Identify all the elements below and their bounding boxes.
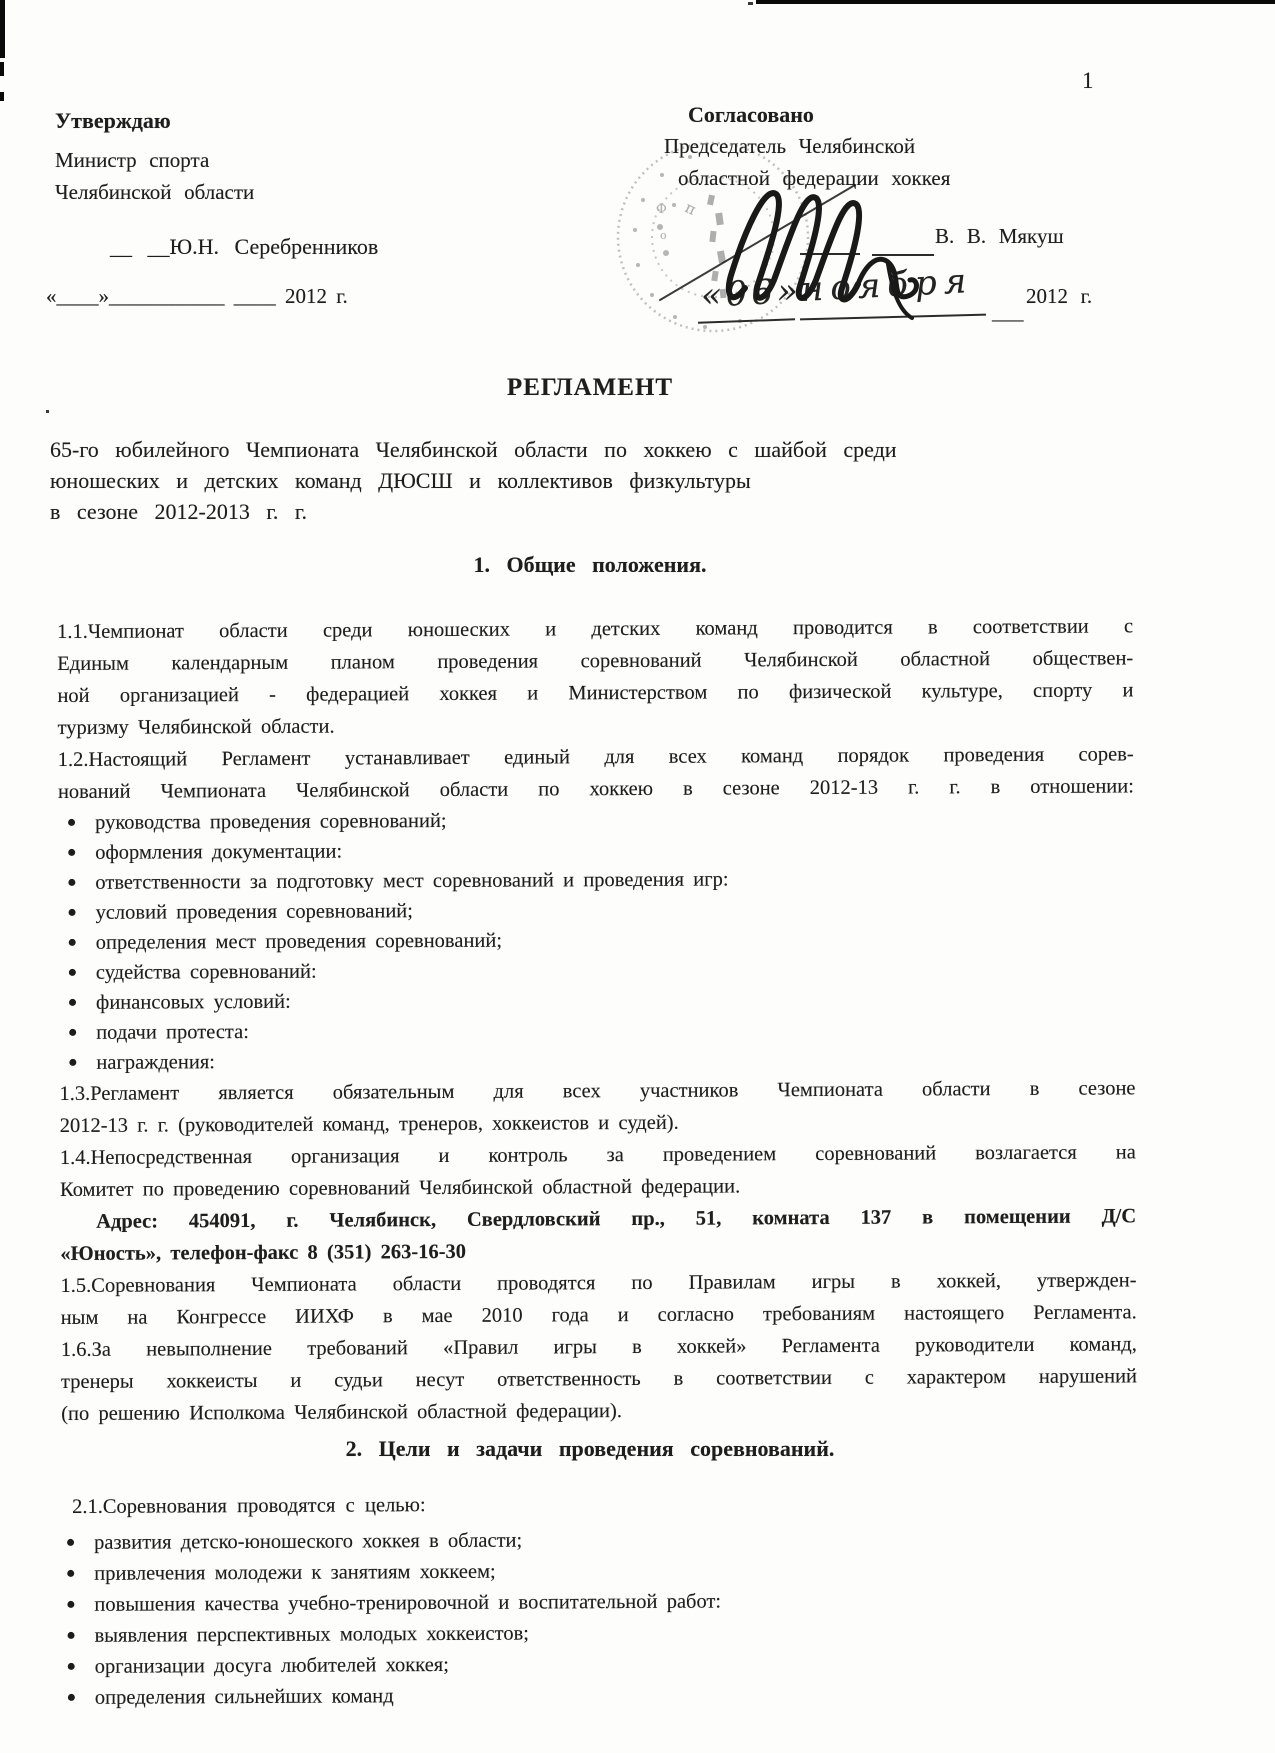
paragraph-1-2 <box>58 738 1134 808</box>
bullet-item: определения мест проведения соревнований; <box>59 922 1135 958</box>
date-blank: ___ <box>992 300 1024 324</box>
text-line: в сезоне 2012-2013 г. г. <box>50 499 307 524</box>
section-1-body <box>57 610 1137 1430</box>
bullet-item: подачи протеста: <box>59 1012 1135 1048</box>
text-line: «Юность», телефон-факс 8 (351) 263-16-30 <box>60 1240 467 1265</box>
left-edge-scan-mark <box>0 92 4 101</box>
svg-text:о: о <box>660 229 667 242</box>
text-line: тренеры хоккеисты и судьи несут ответственность в соответствии с характером нарушений <box>60 1365 1138 1393</box>
text-line: Адрес: 454091, г. Челябинск, Свердловский пр., 51, комната 137 в помещении Д/С <box>96 1205 1137 1233</box>
text-line: нований Чемпионата Челябинской области по хоккею в сезоне 2012-13 г. г. в отношении: <box>57 775 1134 803</box>
bullet-item: привлечения молодежи к занятиям хоккеем; <box>57 1553 1133 1590</box>
text-line: юношеских и детских команд ДЮСШ и коллективов физкультуры <box>50 468 751 493</box>
bullet-item: определения сильнейших команд <box>58 1677 1134 1714</box>
text-line: 65-го юбилейного Чемпионата Челябинской области по хоккею с шайбой среди <box>50 437 897 462</box>
bullet-item: выявления перспективных молодых хоккеистов; <box>57 1615 1133 1652</box>
section-2-heading: 2. Цели и задачи проведения соревнований. <box>345 1436 835 1461</box>
agree-line-federation: областной федерации хоккея <box>678 166 951 190</box>
handwritten-signature <box>640 168 980 328</box>
paragraph-1-6 <box>61 1328 1137 1430</box>
approve-title: Утверждаю <box>55 108 171 133</box>
agree-signatory-name: В. В. Мякуш <box>935 224 1064 248</box>
text-line: ной организацией - федерацией хоккея и Министерством по физической культуре, спорту и <box>57 679 1134 707</box>
agree-year: 2012 г. <box>1026 284 1093 308</box>
svg-text:п: п <box>682 198 699 219</box>
agree-title: Согласовано <box>688 102 814 127</box>
section-1-heading: 1. Общие положения. <box>473 552 707 577</box>
bullet-item: организации досуга любителей хоккея; <box>58 1646 1134 1683</box>
approve-line-region: Челябинской области <box>55 180 255 204</box>
bullet-item: повышения качества учебно-тренировочной и воспитательной работ: <box>57 1584 1133 1621</box>
paragraph-1-1 <box>57 610 1134 744</box>
document-subtitle <box>50 434 1130 527</box>
text-line: 1.4.Непосредственная организация и контроль за проведением соревнований возлагается на <box>59 1141 1136 1169</box>
paragraph-1-3 <box>59 1072 1135 1142</box>
bullet-item: финансовых условий: <box>59 982 1135 1018</box>
handwritten-day: «06» <box>699 270 803 316</box>
bullet-item: развития детско-юношеского хоккея в области; <box>57 1522 1133 1559</box>
text-line: 2012-13 г. г. (руководителей команд, тренеров, хоккеистов и судей). <box>59 1111 679 1137</box>
bullet-item: судейства соревнований: <box>59 952 1135 988</box>
bullet-item: оформления документации: <box>58 832 1134 868</box>
text-line: Единым календарным планом проведения соревнований Челябинской областной обществен- <box>57 647 1134 675</box>
text-line: туризму Челябинской области. <box>57 715 335 739</box>
paragraph-2-1: 2.1.Соревнования проводятся с целью: <box>72 1494 426 1518</box>
bullet-item: условий проведения соревнований; <box>58 892 1134 928</box>
bullet-list-2 <box>57 1522 1134 1714</box>
approve-date-line: «____»___________ ____ 2012 г. <box>46 284 348 308</box>
left-edge-scan-mark <box>0 62 4 76</box>
paragraph-1-4 <box>60 1136 1136 1206</box>
approve-signature-line: __ __Ю.Н. Серебренников <box>110 234 379 259</box>
bullet-item: руководства проведения соревнований; <box>58 802 1134 838</box>
agree-line-chairman: Председатель Челябинской <box>664 134 916 158</box>
approve-line-ministry: Министр спорта <box>55 148 210 172</box>
page-number: 1 <box>1082 68 1094 93</box>
bullet-item: награждения: <box>59 1042 1135 1078</box>
text-line: ным на Конгрессе ИИХФ в мае 2010 года и согласно требованиям настоящего Регламента. <box>60 1301 1137 1329</box>
svg-text:Ф: Ф <box>656 202 667 217</box>
text-line: 1.6.За невыполнение требований «Правил игры в хоккей» Регламента руководители команд, <box>60 1333 1137 1361</box>
text-line: 1.3.Регламент является обязательным для всех участников Чемпионата области в сезоне <box>59 1077 1136 1105</box>
text-line: (по решению Исполкома Челябинской областной федерации). <box>61 1400 622 1425</box>
left-edge-scan-bar <box>0 0 5 58</box>
paragraph-address <box>60 1200 1136 1270</box>
text-line: 1.1.Чемпионат области среди юношеских и детских команд проводится в соответствии с <box>57 615 1134 643</box>
bullet-list-1 <box>58 802 1135 1078</box>
document-title: РЕГЛАМЕНТ <box>506 374 674 401</box>
text-line: 1.2.Настоящий Регламент устанавливает единый для всех команд порядок проведения сорев- <box>57 743 1134 771</box>
bullet-item: ответственности за подготовку мест соревнований и проведения игр: <box>58 862 1134 898</box>
handwritten-month: ноября <box>799 261 975 310</box>
text-line: Комитет по проведению соревнований Челябинской областной федерации. <box>59 1175 741 1201</box>
scan-speck <box>46 410 49 413</box>
top-edge-scan-line <box>756 0 1275 4</box>
scan-speck <box>748 2 753 5</box>
text-line: 1.5.Соревнования Чемпионата области проводятся по Правилам игры в хоккей, утвержден- <box>60 1269 1137 1297</box>
paragraph-1-5 <box>60 1264 1136 1334</box>
